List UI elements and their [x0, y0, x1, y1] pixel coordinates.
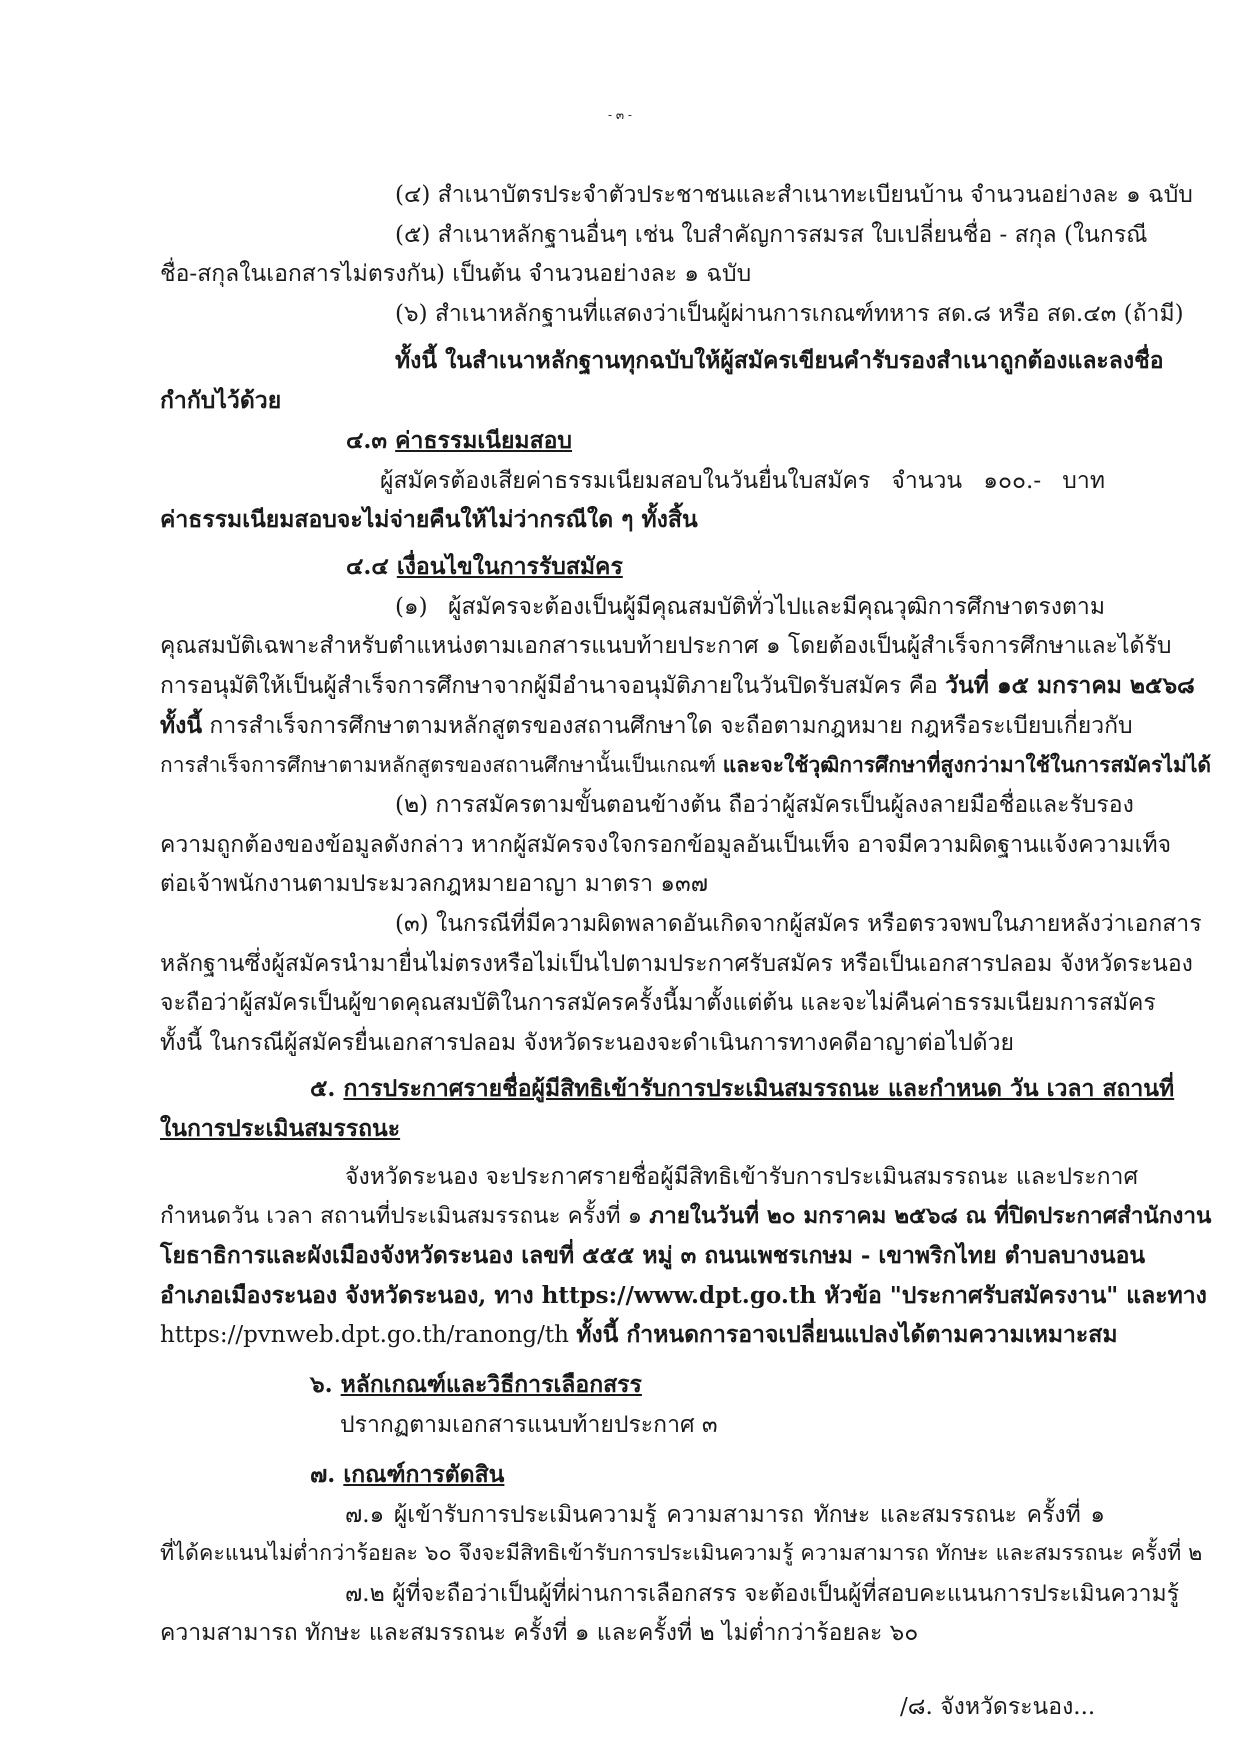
section-6-heading — [310, 1368, 642, 1402]
page-number: - ๓ - — [608, 108, 632, 122]
certify-note-line1: ทั้งนี้ ในสำเนาหลักฐานทุกฉบับให้ผู้สมัครเขียนคำรับรองสำเนาถูกต้องและลงชื่อ — [395, 347, 1164, 374]
section-7-title: เกณฑ์การตัดสิน — [343, 1461, 505, 1488]
section-6-title: หลักเกณฑ์และวิธีการเลือกสรร — [340, 1371, 642, 1398]
section-4-4-heading — [346, 550, 623, 584]
section-4-3-number: ๔.๓ — [346, 427, 388, 454]
section-6-number: ๖. — [310, 1371, 333, 1398]
condition-3-line1: (๓) ในกรณีที่มีความผิดพลาดอันเกิดจากผู้สมัคร หรือตรวจพบในภายหลังว่าเอกสาร — [395, 911, 1202, 937]
section-6-text: ปรากฏตามเอกสารแนบท้ายประกาศ ๓ — [340, 1412, 718, 1438]
condition-1-line2: คุณสมบัติเฉพาะสำหรับตำแหน่งตามเอกสารแนบท้ายประกาศ ๑ โดยต้องเป็นผู้สำเร็จการศึกษาและได้รับ — [160, 633, 1172, 659]
section-7-number: ๗. — [310, 1461, 336, 1488]
condition-2-line1: (๒) การสมัครตามขั้นตอนข้างต้น ถือว่าผู้สมัครเป็นผู้ลงลายมือชื่อและรับรอง — [395, 792, 1134, 818]
section-4-3-heading — [346, 424, 572, 458]
condition-1-line4 — [160, 709, 1133, 743]
doc-item-5-line2: ชื่อ-สกุลในเอกสารไม่ตรงกัน) เป็นต้น จำนวนอย่างละ ๑ ฉบับ — [160, 261, 752, 287]
doc-item-6: (๖) สำเนาหลักฐานที่แสดงว่าเป็นผู้ผ่านการเกณฑ์ทหาร สด.๘ หรือ สด.๔๓ (ถ้ามี) — [395, 301, 1184, 327]
announce-line2-text: กำหนดวัน เวลา สถานที่ประเมินสมรรถนะ ครั้งที่ ๑ — [160, 1203, 650, 1229]
condition-2-line2: ความถูกต้องของข้อมูลดังกล่าว หากผู้สมัครจงใจกรอกข้อมูลอันเป็นเท็จ อาจมีความผิดฐานแจ้งความเท็จ — [160, 832, 1172, 858]
section-5-heading-line1 — [310, 1072, 1175, 1106]
announce-line4: อำเภอเมืองระนอง จังหวัดระนอง, ทาง https://www.dpt.go.th หัวข้อ "ประกาศรับสมัครงาน" และทาง — [160, 1282, 1207, 1309]
announce-url: https://pvnweb.dpt.go.th/ranong/th — [160, 1322, 577, 1348]
condition-3-line4: ทั้งนี้ ในกรณีผู้สมัครยื่นเอกสารปลอม จังหวัดระนองจะดำเนินการทางคดีอาญาต่อไปด้วย — [160, 1030, 1014, 1056]
condition-1-line3 — [160, 669, 1195, 703]
announce-line1: จังหวัดระนอง จะประกาศรายชื่อผู้มีสิทธิเข้ารับการประเมินสมรรถนะ และประกาศ — [345, 1164, 1139, 1190]
section-7-heading — [310, 1458, 504, 1492]
condition-3-line3: จะถือว่าผู้สมัครเป็นผู้ขาดคุณสมบัติในการสมัครครั้งนี้มาตั้งแต่ต้น และจะไม่คืนค่าธรรมเนียมการสมัคร — [160, 990, 1156, 1016]
announce-line3: โยธาธิการและผังเมืองจังหวัดระนอง เลขที่ ๕๕๕ หมู่ ๓ ถนนเพชรเกษม - เขาพริกไทย ตำบลบางนอน — [160, 1242, 1146, 1269]
continuation-note: /๘. จังหวัดระนอง... — [900, 1694, 1096, 1720]
doc-item-5-line1: (๕) สำเนาหลักฐานอื่นๆ เช่น ใบสำคัญการสมรส ใบเปลี่ยนชื่อ - สกุล (ในกรณี — [395, 222, 1148, 248]
fee-paragraph-line1: ผู้สมัครต้องเสียค่าธรรมเนียมสอบในวันยื่นใบสมัคร จำนวน ๑๐๐.- บาท — [380, 468, 1105, 494]
condition-1-line5-bold: และจะใช้วุฒิการศึกษาที่สูงกว่ามาใช้ในการสมัครไม่ได้ — [722, 752, 1212, 777]
condition-2-line3: ต่อเจ้าพนักงานตามประมวลกฎหมายอาญา มาตรา ๑๓๗ — [160, 871, 709, 897]
condition-1-line4-lead: ทั้งนี้ — [160, 712, 203, 739]
criteria-7-2-line1: ๗.๒ ผู้ที่จะถือว่าเป็นผู้ที่ผ่านการเลือกสรร จะต้องเป็นผู้ที่สอบคะแนนการประเมินความรู้ — [345, 1581, 1180, 1607]
section-5-number: ๕. — [310, 1075, 336, 1102]
criteria-7-1-line2: ที่ได้คะแนนไม่ต่ำกว่าร้อยละ ๖๐ จึงจะมีสิทธิเข้ารับการประเมินความรู้ ความสามารถ ทักษะ และสมรรถนะ ครั้งที่ ๒ — [160, 1541, 1203, 1566]
section-5-heading-line2: ในการประเมินสมรรถนะ — [160, 1115, 401, 1142]
condition-1-line5 — [160, 748, 1211, 782]
certify-note-line2: กำกับไว้ด้วย — [160, 387, 282, 414]
condition-1-line3-text: การอนุมัติให้เป็นผู้สำเร็จการศึกษาจากผู้มีอำนาจอนุมัติภายในวันปิดรับสมัคร คือ — [160, 673, 946, 699]
announce-line2 — [160, 1199, 1211, 1233]
section-4-4-number: ๔.๔ — [346, 553, 389, 580]
condition-1-line1: (๑) ผู้สมัครจะต้องเป็นผู้มีคุณสมบัติทั่วไปและมีคุณวุฒิการศึกษาตรงตาม — [395, 594, 1105, 620]
fee-paragraph-line2: ค่าธรรมเนียมสอบจะไม่จ่ายคืนให้ไม่ว่ากรณีใด ๆ ทั้งสิ้น — [160, 506, 698, 533]
section-4-3-title: ค่าธรรมเนียมสอบ — [395, 427, 573, 454]
condition-1-line5-text: การสำเร็จการศึกษาตามหลักสูตรของสถานศึกษานั้นเป็นเกณฑ์ — [160, 753, 723, 777]
section-5-title: การประกาศรายชื่อผู้มีสิทธิเข้ารับการประเมินสมรรถนะ และกำหนด วัน เวลา สถานที่ — [343, 1075, 1175, 1102]
announce-note: ทั้งนี้ กำหนดการอาจเปลี่ยนแปลงได้ตามความเหมาะสม — [576, 1321, 1118, 1348]
criteria-7-2-line2: ความสามารถ ทักษะ และสมรรถนะ ครั้งที่ ๑ และครั้งที่ ๒ ไม่ต่ำกว่าร้อยละ ๖๐ — [160, 1620, 919, 1646]
section-4-4-title: เงื่อนไขในการรับสมัคร — [396, 553, 623, 580]
announce-date: ภายในวันที่ ๒๐ มกราคม ๒๕๖๘ ณ ที่ปิดประกาศสำนักงาน — [649, 1203, 1212, 1229]
application-close-date: วันที่ ๑๕ มกราคม ๒๕๖๘ — [945, 672, 1195, 699]
condition-3-line2: หลักฐานซึ่งผู้สมัครนำมายื่นไม่ตรงหรือไม่เป็นไปตามประกาศรับสมัคร หรือเป็นเอกสารปลอม จังหวัดระนอง — [160, 951, 1193, 977]
condition-1-line4-text: การสำเร็จการศึกษาตามหลักสูตรของสถานศึกษาใด จะถือตามกฎหมาย กฎหรือระเบียบเกี่ยวกับ — [202, 713, 1133, 739]
announce-line5 — [160, 1318, 1117, 1352]
criteria-7-1-line1: ๗.๑ ผู้เข้ารับการประเมินความรู้ ความสามารถ ทักษะ และสมรรถนะ ครั้งที่ ๑ — [345, 1502, 1105, 1528]
doc-item-4: (๔) สำเนาบัตรประจำตัวประชาชนและสำเนาทะเบียนบ้าน จำนวนอย่างละ ๑ ฉบับ — [395, 182, 1193, 208]
